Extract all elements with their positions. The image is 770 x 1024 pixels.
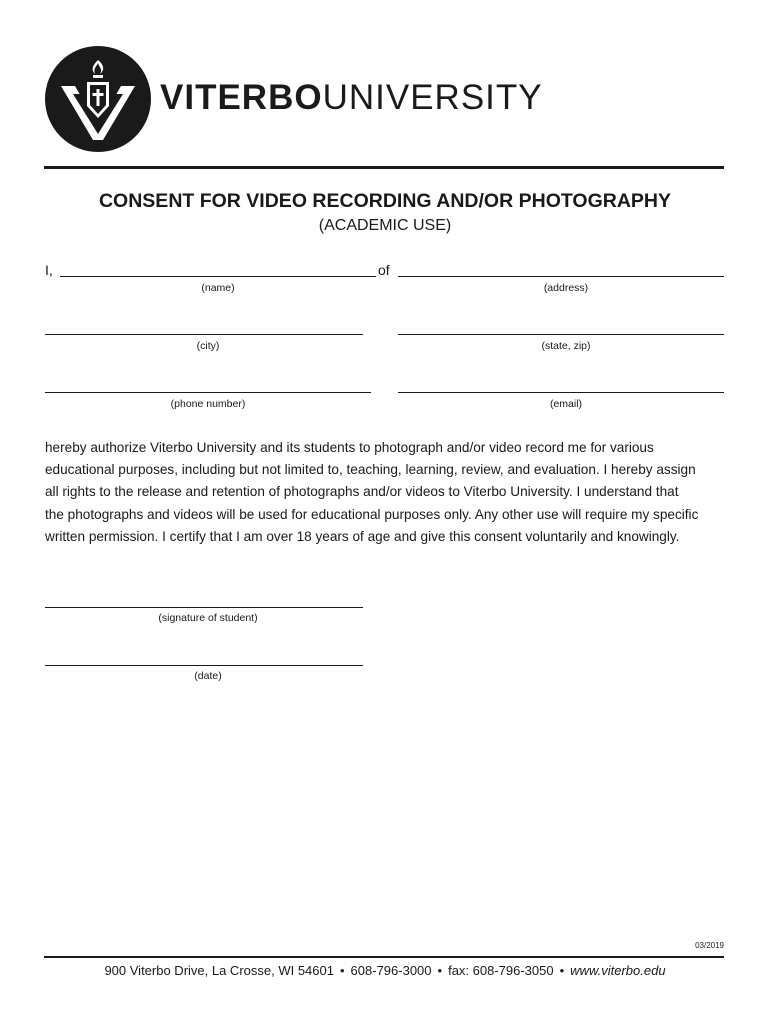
footer-phone: 608-796-3000 xyxy=(350,963,432,978)
date-caption: (date) xyxy=(194,670,222,682)
paragraph-line: written permission. I certify that I am over 18 years of age and give this consent voluntarily and knowingly. xyxy=(45,528,680,544)
phone-caption: (phone number) xyxy=(170,398,246,410)
wordmark-bold: VITERBO xyxy=(160,78,323,117)
email-field[interactable] xyxy=(398,392,724,393)
form-title: CONSENT FOR VIDEO RECORDING AND/OR PHOTOGRAPHY xyxy=(98,190,672,212)
address-caption: (address) xyxy=(543,282,589,294)
city-caption: (city) xyxy=(196,340,220,352)
paragraph-line: hereby authorize Viterbo University and its students to photograph and/or video record me for various xyxy=(45,440,654,455)
footer-separator: • xyxy=(437,963,443,978)
prefix-of: of xyxy=(378,262,390,278)
form-subtitle: (ACADEMIC USE) xyxy=(318,217,452,234)
prefix-i: I, xyxy=(45,262,53,278)
state-zip-field[interactable] xyxy=(398,334,724,335)
paragraph-line: all rights to the release and retention of photographs and/or videos to Viterbo University. I understand that xyxy=(45,484,679,500)
footer-separator: • xyxy=(559,963,565,978)
paragraph-line: educational purposes, including but not limited to, teaching, learning, review, and evaluation. I hereby assign xyxy=(45,462,696,478)
date-field[interactable] xyxy=(45,665,363,666)
revision-date: 03/2019 xyxy=(695,941,724,950)
consent-paragraph xyxy=(45,437,735,548)
email-caption: (email) xyxy=(549,398,583,410)
phone-field[interactable] xyxy=(45,392,371,393)
signature-field[interactable] xyxy=(45,607,363,608)
name-field[interactable] xyxy=(60,276,376,277)
footer-website-link[interactable]: www.viterbo.edu xyxy=(570,963,666,978)
state-zip-caption: (state, zip) xyxy=(541,340,591,352)
university-wordmark xyxy=(160,76,543,120)
viterbo-logo-emblem xyxy=(45,46,151,152)
footer-contact xyxy=(0,963,770,978)
name-caption: (name) xyxy=(201,282,235,294)
footer-fax: fax: 608-796-3050 xyxy=(448,963,554,978)
city-field[interactable] xyxy=(45,334,363,335)
paragraph-line: the photographs and videos will be used for educational purposes only. Any other use will require my specific xyxy=(45,506,699,522)
footer-separator: • xyxy=(339,963,345,978)
footer-address: 900 Viterbo Drive, La Crosse, WI 54601 xyxy=(104,963,334,978)
wordmark-light: UNIVERSITY xyxy=(322,78,543,117)
header-divider xyxy=(44,166,724,169)
address-field[interactable] xyxy=(398,276,724,277)
signature-caption: (signature of student) xyxy=(158,612,258,624)
footer-divider xyxy=(44,956,724,958)
